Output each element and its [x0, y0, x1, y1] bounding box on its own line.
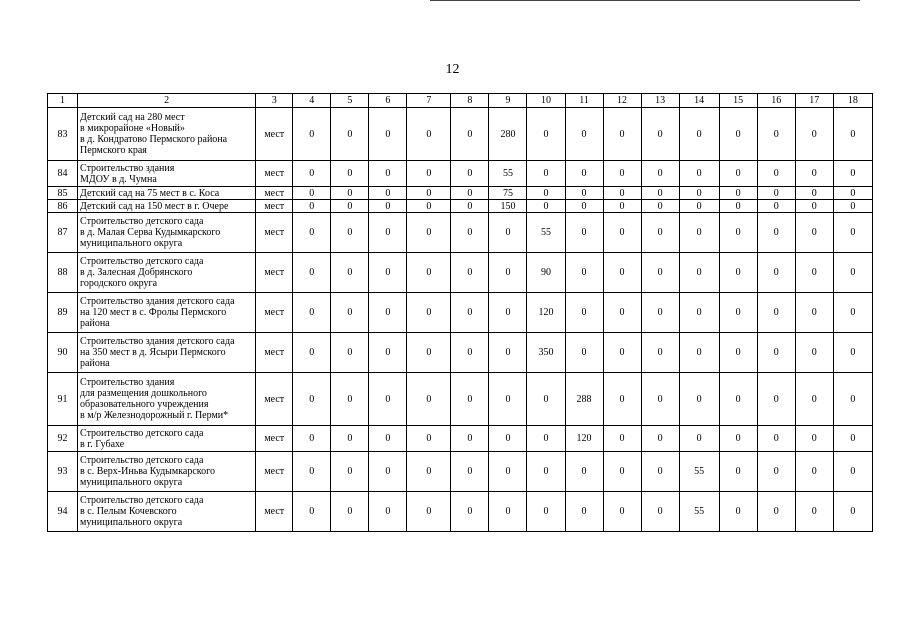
- value-cell: 0: [757, 108, 795, 161]
- value-cell: 0: [331, 108, 369, 161]
- value-cell: 0: [795, 492, 833, 532]
- value-cell: 0: [527, 108, 565, 161]
- object-name-line: на 350 мест в д. Ясыри Пермского: [80, 347, 226, 358]
- value-cell: 0: [641, 253, 679, 293]
- object-name: [78, 213, 256, 253]
- value-cell: 0: [833, 293, 872, 333]
- value-cell: 0: [407, 373, 451, 426]
- object-name-line: Строительство детского сада: [80, 495, 204, 506]
- table-row: [48, 253, 873, 293]
- value-cell: 0: [757, 293, 795, 333]
- value-cell: 0: [369, 253, 407, 293]
- value-cell: 0: [527, 373, 565, 426]
- value-cell: 0: [641, 426, 679, 452]
- object-name: [78, 333, 256, 373]
- object-name-line: в с. Верх-Иньва Кудымкарского: [80, 466, 216, 477]
- value-cell: 0: [679, 213, 719, 253]
- value-cell: 0: [527, 200, 565, 213]
- value-cell: 0: [757, 187, 795, 200]
- value-cell: 0: [331, 253, 369, 293]
- value-cell: 0: [407, 213, 451, 253]
- value-cell: 0: [795, 373, 833, 426]
- value-cell: 120: [527, 293, 565, 333]
- value-cell: 0: [527, 187, 565, 200]
- value-cell: 0: [489, 452, 527, 492]
- value-cell: 0: [369, 452, 407, 492]
- value-cell: 0: [527, 426, 565, 452]
- object-name-line: Строительство здания детского сада: [80, 336, 235, 347]
- value-cell: 0: [293, 161, 331, 187]
- value-cell: 0: [407, 200, 451, 213]
- row-number: 91: [48, 373, 78, 426]
- value-cell: 0: [833, 492, 872, 532]
- object-name: [78, 187, 256, 200]
- value-cell: 0: [407, 253, 451, 293]
- value-cell: 0: [369, 373, 407, 426]
- value-cell: 0: [757, 253, 795, 293]
- value-cell: 0: [489, 213, 527, 253]
- value-cell: 0: [293, 200, 331, 213]
- value-cell: 0: [641, 333, 679, 373]
- column-header: 1: [48, 94, 78, 108]
- value-cell: 0: [795, 187, 833, 200]
- value-cell: 0: [451, 200, 489, 213]
- value-cell: 0: [603, 426, 641, 452]
- header-row: [48, 94, 873, 108]
- value-cell: 0: [679, 161, 719, 187]
- value-cell: 0: [565, 213, 603, 253]
- value-cell: 0: [679, 333, 719, 373]
- value-cell: 0: [369, 293, 407, 333]
- row-number: 92: [48, 426, 78, 452]
- unit-cell: мест: [256, 253, 293, 293]
- value-cell: 0: [565, 293, 603, 333]
- row-number: 93: [48, 452, 78, 492]
- value-cell: 0: [407, 333, 451, 373]
- value-cell: 0: [293, 492, 331, 532]
- unit-cell: мест: [256, 426, 293, 452]
- value-cell: 0: [293, 373, 331, 426]
- value-cell: 0: [757, 426, 795, 452]
- value-cell: 0: [331, 452, 369, 492]
- value-cell: 0: [407, 161, 451, 187]
- value-cell: 0: [641, 373, 679, 426]
- value-cell: 0: [451, 492, 489, 532]
- value-cell: 0: [603, 373, 641, 426]
- value-cell: 0: [719, 293, 757, 333]
- column-header: 7: [407, 94, 451, 108]
- value-cell: 0: [679, 108, 719, 161]
- value-cell: 0: [331, 373, 369, 426]
- value-cell: 0: [757, 333, 795, 373]
- value-cell: 0: [795, 213, 833, 253]
- value-cell: 0: [293, 333, 331, 373]
- column-header: 8: [451, 94, 489, 108]
- value-cell: 55: [679, 492, 719, 532]
- object-name-line: Строительство детского сада: [80, 256, 204, 267]
- table-row: [48, 373, 873, 426]
- value-cell: 0: [719, 333, 757, 373]
- value-cell: 0: [527, 161, 565, 187]
- table-row: [48, 187, 873, 200]
- value-cell: 75: [489, 187, 527, 200]
- value-cell: 0: [565, 108, 603, 161]
- table-row: [48, 426, 873, 452]
- object-name-line: в микрорайоне «Новый»: [80, 123, 185, 134]
- column-header: 15: [719, 94, 757, 108]
- value-cell: 0: [795, 161, 833, 187]
- value-cell: 0: [565, 187, 603, 200]
- unit-cell: мест: [256, 452, 293, 492]
- value-cell: 0: [757, 452, 795, 492]
- value-cell: 0: [603, 200, 641, 213]
- value-cell: 0: [489, 373, 527, 426]
- column-header: 5: [331, 94, 369, 108]
- value-cell: 0: [719, 492, 757, 532]
- column-header: 13: [641, 94, 679, 108]
- value-cell: 0: [833, 373, 872, 426]
- value-cell: 0: [451, 253, 489, 293]
- value-cell: 0: [641, 293, 679, 333]
- value-cell: 0: [369, 213, 407, 253]
- column-header: 16: [757, 94, 795, 108]
- object-name-line: МДОУ в д. Чумна: [80, 173, 157, 185]
- value-cell: 0: [719, 373, 757, 426]
- value-cell: 0: [407, 108, 451, 161]
- value-cell: 0: [795, 200, 833, 213]
- object-name: [78, 253, 256, 293]
- value-cell: 0: [641, 213, 679, 253]
- value-cell: 0: [565, 161, 603, 187]
- value-cell: 0: [565, 452, 603, 492]
- value-cell: 0: [641, 200, 679, 213]
- value-cell: 0: [795, 333, 833, 373]
- value-cell: 0: [603, 452, 641, 492]
- value-cell: 0: [679, 253, 719, 293]
- value-cell: 0: [293, 426, 331, 452]
- value-cell: 288: [565, 373, 603, 426]
- value-cell: 0: [833, 333, 872, 373]
- value-cell: 0: [641, 492, 679, 532]
- object-name-line: образовательного учреждения: [80, 399, 209, 410]
- object-name-line: Строительство здания: [80, 377, 175, 388]
- value-cell: 0: [719, 213, 757, 253]
- value-cell: 0: [331, 426, 369, 452]
- row-number: 90: [48, 333, 78, 373]
- value-cell: 0: [719, 452, 757, 492]
- value-cell: 0: [331, 293, 369, 333]
- value-cell: 0: [679, 373, 719, 426]
- value-cell: 0: [565, 253, 603, 293]
- unit-cell: мест: [256, 108, 293, 161]
- value-cell: 0: [451, 426, 489, 452]
- value-cell: 0: [293, 452, 331, 492]
- row-number: 89: [48, 293, 78, 333]
- value-cell: 0: [719, 426, 757, 452]
- value-cell: 0: [795, 108, 833, 161]
- value-cell: 0: [565, 333, 603, 373]
- value-cell: 0: [369, 200, 407, 213]
- column-header: 3: [256, 94, 293, 108]
- value-cell: 0: [293, 108, 331, 161]
- object-name-line: муниципального округа: [80, 238, 183, 249]
- value-cell: 0: [833, 253, 872, 293]
- column-header: 2: [78, 94, 256, 108]
- value-cell: 0: [603, 333, 641, 373]
- column-header: 6: [369, 94, 407, 108]
- scan-edge-line: [430, 0, 860, 1]
- row-number: 88: [48, 253, 78, 293]
- column-header: 4: [293, 94, 331, 108]
- value-cell: 55: [489, 161, 527, 187]
- value-cell: 0: [527, 492, 565, 532]
- object-name-line: в г. Губахе: [80, 438, 125, 450]
- value-cell: 0: [757, 200, 795, 213]
- object-name: [78, 426, 256, 452]
- value-cell: 0: [603, 253, 641, 293]
- object-name: [78, 452, 256, 492]
- object-name: [78, 108, 256, 161]
- table-row: [48, 333, 873, 373]
- object-name-line: муниципального округа: [80, 477, 183, 488]
- object-name-line: для размещения дошкольного: [80, 388, 207, 399]
- page-number: 12: [445, 62, 460, 77]
- value-cell: 350: [527, 333, 565, 373]
- value-cell: 0: [719, 161, 757, 187]
- object-name-line: района: [80, 358, 110, 369]
- value-cell: 0: [641, 187, 679, 200]
- unit-cell: мест: [256, 187, 293, 200]
- value-cell: 0: [451, 333, 489, 373]
- value-cell: 0: [603, 187, 641, 200]
- object-name-line: Строительство здания детского сада: [80, 296, 235, 307]
- value-cell: 0: [603, 492, 641, 532]
- object-name-line: в д. Кондратово Пермского района: [80, 134, 228, 145]
- value-cell: 0: [679, 187, 719, 200]
- object-name-line: в м/р Железнодорожный г. Перми*: [80, 410, 229, 421]
- value-cell: 0: [719, 253, 757, 293]
- table-row: [48, 213, 873, 253]
- column-header: 11: [565, 94, 603, 108]
- value-cell: 0: [331, 213, 369, 253]
- value-cell: 0: [331, 492, 369, 532]
- row-number: 83: [48, 108, 78, 161]
- value-cell: 0: [757, 373, 795, 426]
- object-name-line: Детский сад на 75 мест в с. Коса: [80, 187, 220, 199]
- row-number: 84: [48, 161, 78, 187]
- object-name-line: района: [80, 318, 110, 329]
- table-row: [48, 452, 873, 492]
- object-name-line: Пермского края: [80, 145, 147, 156]
- unit-cell: мест: [256, 492, 293, 532]
- value-cell: 0: [451, 293, 489, 333]
- unit-cell: мест: [256, 373, 293, 426]
- value-cell: 0: [407, 293, 451, 333]
- column-header: 12: [603, 94, 641, 108]
- object-name: [78, 200, 256, 213]
- value-cell: 0: [451, 108, 489, 161]
- value-cell: 0: [833, 161, 872, 187]
- table-row: [48, 108, 873, 161]
- value-cell: 280: [489, 108, 527, 161]
- unit-cell: мест: [256, 161, 293, 187]
- row-number: 94: [48, 492, 78, 532]
- value-cell: 0: [489, 253, 527, 293]
- unit-cell: мест: [256, 200, 293, 213]
- object-name-line: Строительство детского сада: [80, 455, 204, 466]
- value-cell: 0: [679, 293, 719, 333]
- object-name-line: Строительство детского сада: [80, 427, 204, 439]
- value-cell: 0: [451, 452, 489, 492]
- table-row: [48, 492, 873, 532]
- object-name-line: в д. Залесная Добрянского: [80, 267, 193, 278]
- column-header: 9: [489, 94, 527, 108]
- value-cell: 150: [489, 200, 527, 213]
- value-cell: 0: [407, 492, 451, 532]
- object-name: [78, 161, 256, 187]
- object-name-line: Строительство детского сада: [80, 216, 204, 227]
- value-cell: 0: [369, 108, 407, 161]
- value-cell: 0: [565, 492, 603, 532]
- value-cell: 0: [369, 426, 407, 452]
- value-cell: 0: [293, 187, 331, 200]
- value-cell: 0: [527, 452, 565, 492]
- value-cell: 0: [603, 293, 641, 333]
- object-name-line: на 120 мест в с. Фролы Пермского: [80, 307, 227, 318]
- column-header: 17: [795, 94, 833, 108]
- object-name-line: в с. Пелым Кочевского: [80, 506, 177, 517]
- object-name: [78, 492, 256, 532]
- value-cell: 0: [489, 492, 527, 532]
- value-cell: 0: [293, 213, 331, 253]
- value-cell: 0: [407, 452, 451, 492]
- value-cell: 0: [795, 452, 833, 492]
- value-cell: 0: [603, 161, 641, 187]
- value-cell: 0: [795, 426, 833, 452]
- value-cell: 0: [489, 293, 527, 333]
- table-row: [48, 293, 873, 333]
- object-name-line: муниципального округа: [80, 517, 183, 528]
- value-cell: 0: [795, 253, 833, 293]
- value-cell: 0: [833, 213, 872, 253]
- value-cell: 0: [719, 108, 757, 161]
- object-name: [78, 373, 256, 426]
- row-number: 85: [48, 187, 78, 200]
- value-cell: 0: [451, 187, 489, 200]
- value-cell: 0: [489, 333, 527, 373]
- value-cell: 0: [603, 108, 641, 161]
- value-cell: 0: [641, 108, 679, 161]
- value-cell: 0: [833, 200, 872, 213]
- object-name-line: Детский сад на 280 мест: [80, 112, 185, 123]
- value-cell: 0: [833, 452, 872, 492]
- value-cell: 0: [719, 187, 757, 200]
- object-name-line: городского округа: [80, 278, 158, 289]
- unit-cell: мест: [256, 293, 293, 333]
- data-table: [47, 93, 873, 532]
- value-cell: 0: [757, 492, 795, 532]
- value-cell: 0: [407, 187, 451, 200]
- unit-cell: мест: [256, 333, 293, 373]
- value-cell: 90: [527, 253, 565, 293]
- value-cell: 55: [679, 452, 719, 492]
- value-cell: 0: [641, 161, 679, 187]
- column-header: 18: [833, 94, 872, 108]
- value-cell: 0: [679, 426, 719, 452]
- value-cell: 0: [451, 213, 489, 253]
- value-cell: 0: [369, 161, 407, 187]
- column-header: 10: [527, 94, 565, 108]
- value-cell: 0: [719, 200, 757, 213]
- value-cell: 0: [679, 200, 719, 213]
- value-cell: 0: [795, 293, 833, 333]
- value-cell: 55: [527, 213, 565, 253]
- value-cell: 0: [757, 161, 795, 187]
- unit-cell: мест: [256, 213, 293, 253]
- value-cell: 0: [451, 373, 489, 426]
- value-cell: 0: [565, 200, 603, 213]
- object-name-line: в д. Малая Серва Кудымкарского: [80, 227, 221, 238]
- value-cell: 0: [369, 333, 407, 373]
- value-cell: 0: [757, 213, 795, 253]
- object-name-line: Строительство здания: [80, 162, 175, 174]
- value-cell: 0: [833, 187, 872, 200]
- value-cell: 0: [369, 492, 407, 532]
- row-number: 87: [48, 213, 78, 253]
- value-cell: 0: [489, 426, 527, 452]
- value-cell: 0: [369, 187, 407, 200]
- value-cell: 0: [331, 200, 369, 213]
- value-cell: 0: [293, 253, 331, 293]
- table-row: [48, 161, 873, 187]
- object-name-line: Детский сад на 150 мест в г. Очере: [80, 200, 229, 212]
- column-header: 14: [679, 94, 719, 108]
- object-name: [78, 293, 256, 333]
- value-cell: 0: [833, 426, 872, 452]
- value-cell: 0: [331, 187, 369, 200]
- value-cell: 120: [565, 426, 603, 452]
- value-cell: 0: [641, 452, 679, 492]
- value-cell: 0: [451, 161, 489, 187]
- table-row: [48, 200, 873, 213]
- value-cell: 0: [603, 213, 641, 253]
- row-number: 86: [48, 200, 78, 213]
- value-cell: 0: [407, 426, 451, 452]
- value-cell: 0: [833, 108, 872, 161]
- value-cell: 0: [331, 161, 369, 187]
- value-cell: 0: [293, 293, 331, 333]
- value-cell: 0: [331, 333, 369, 373]
